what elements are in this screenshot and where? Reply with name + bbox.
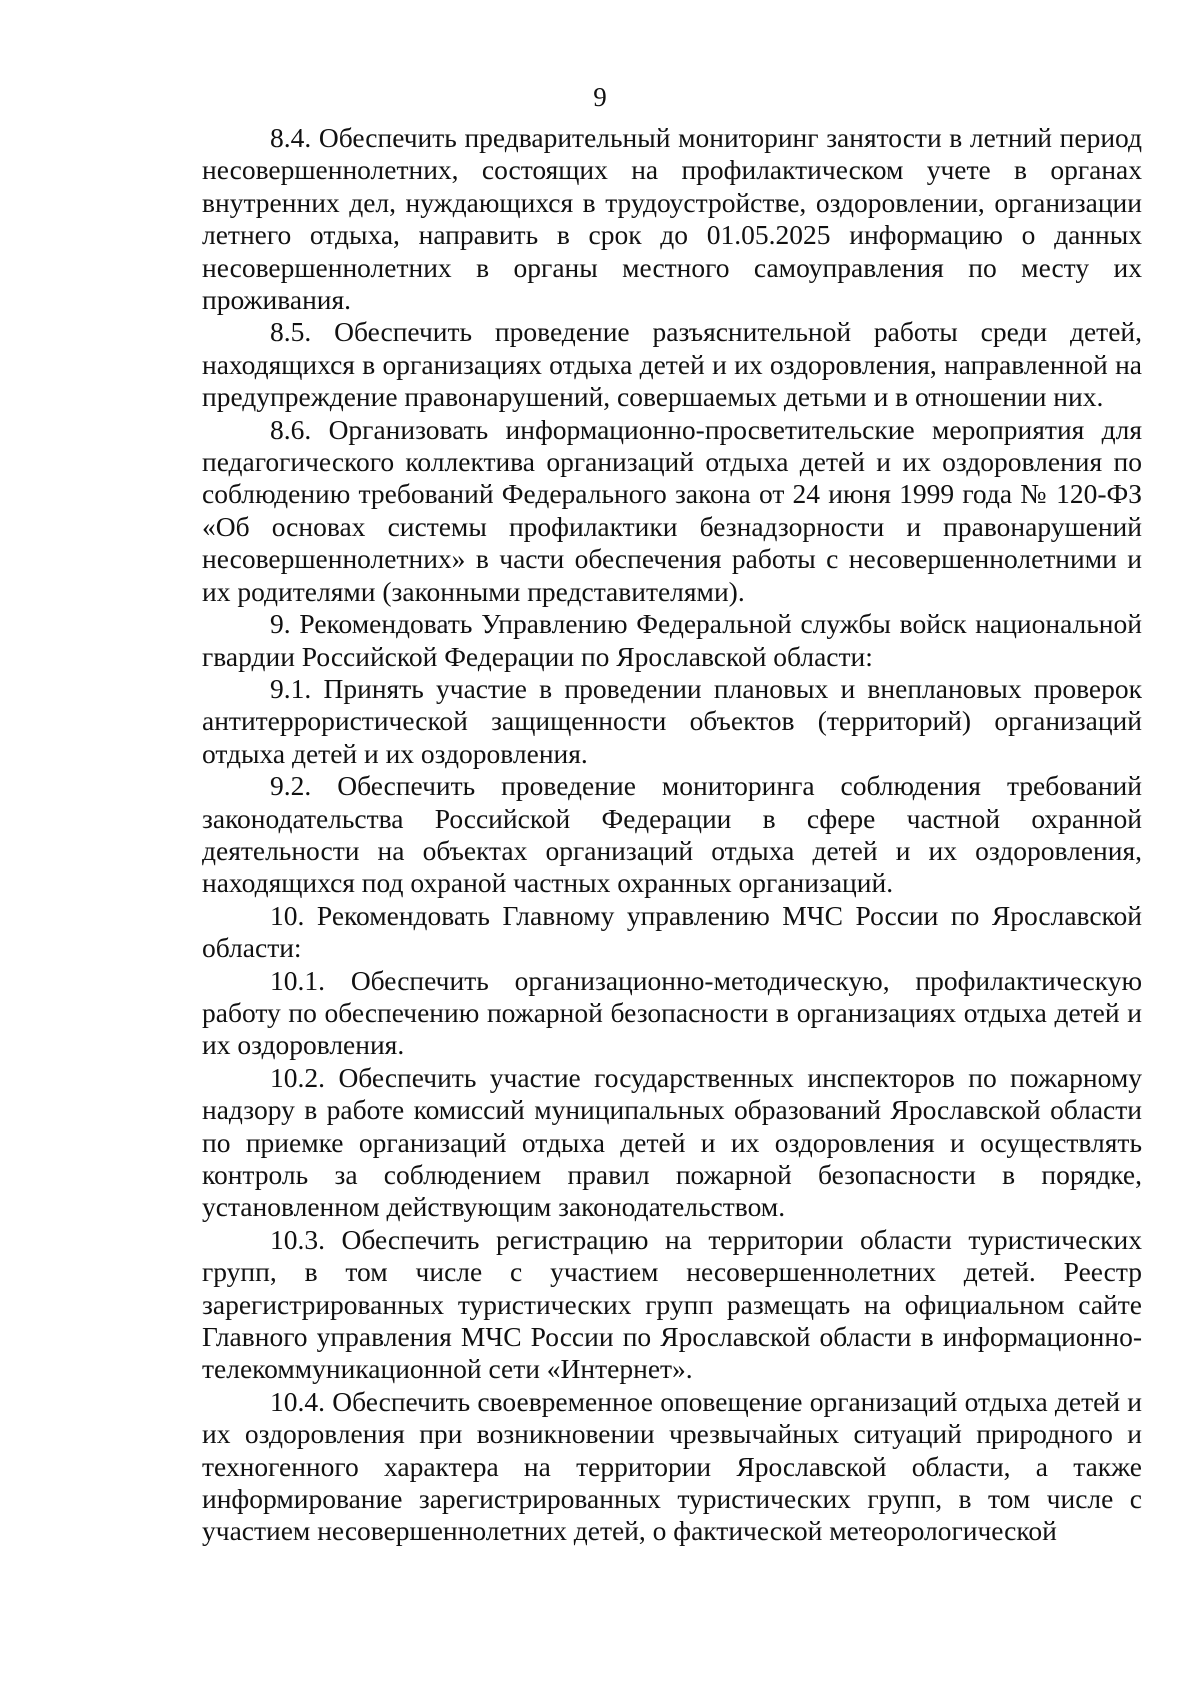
paragraph-8-6: 8.6. Организовать информационно-просветительские мероприятия для педагогического коллектива организаций отдыха детей и их оздоровления по соблюдению требований Федерального закона от 24 июня 1999 года № 120-ФЗ «Об основах системы профилактики безнадзорности и правонарушений несовершеннолетних» в части обеспечения работы с несовершеннолетними и их родителями (законными представителями). [202,413,1142,607]
paragraph-8-4: 8.4. Обеспечить предварительный мониторинг занятости в летний период несовершеннолетних, состоящих на профилактическом учете в органах внутренних дел, нуждающихся в трудоустройстве, оздоровлении, организации летнего отдыха, направить в срок до 01.05.2025 информацию о данных несовершеннолетних в органы местного самоуправления по месту их проживания. [202,122,1142,316]
paragraph-8-5: 8.5. Обеспечить проведение разъяснительной работы среди детей, находящихся в организациях отдыха детей и их оздоровления, направленной на предупреждение правонарушений, совершаемых детьми и в отношении них. [202,316,1142,413]
paragraph-9-2: 9.2. Обеспечить проведение мониторинга соблюдения требований законодательства Российской Федерации в сфере частной охранной деятельности на объектах организаций отдыха детей и их оздоровления, находящихся под охраной частных охранных организаций. [202,770,1142,899]
paragraph-9: 9. Рекомендовать Управлению Федеральной службы войск национальной гвардии Российской Федерации по Ярославской области: [202,608,1142,672]
paragraph-10: 10. Рекомендовать Главному управлению МЧС России по Ярославской области: [202,899,1142,964]
paragraph-10-2: 10.2. Обеспечить участие государственных инспекторов по пожарному надзору в работе комиссий муниципальных образований Ярославской области по приемке организаций отдыха детей и их оздоровления и осуществлять контроль за соблюдением правил пожарной безопасности в порядке, установленном действующим законодательством. [202,1061,1142,1223]
paragraph-10-4: 10.4. Обеспечить своевременное оповещение организаций отдыха детей и их оздоровления при возникновении чрезвычайных ситуаций природного и техногенного характера на территории Ярославской области, а также информирование зарегистрированных туристических групп, в том числе с участием несовершеннолетних детей, о фактической метеорологической [202,1385,1142,1547]
document-body [202,122,1142,1548]
paragraph-9-1: 9.1. Принять участие в проведении плановых и внеплановых проверок антитеррористической защищенности объектов (территорий) организаций отдыха детей и их оздоровления. [202,672,1142,769]
paragraph-10-3: 10.3. Обеспечить регистрацию на территории области туристических групп, в том числе с участием несовершеннолетних детей. Реестр зарегистрированных туристических групп размещать на официальном сайте Главного управления МЧС России по Ярославской области в информационно-телекоммуникационной сети «Интернет». [202,1223,1142,1385]
page-number: 9 [593,82,607,112]
paragraph-10-1: 10.1. Обеспечить организационно-методическую, профилактическую работу по обеспечению пожарной безопасности в организациях отдыха детей и их оздоровления. [202,964,1142,1061]
